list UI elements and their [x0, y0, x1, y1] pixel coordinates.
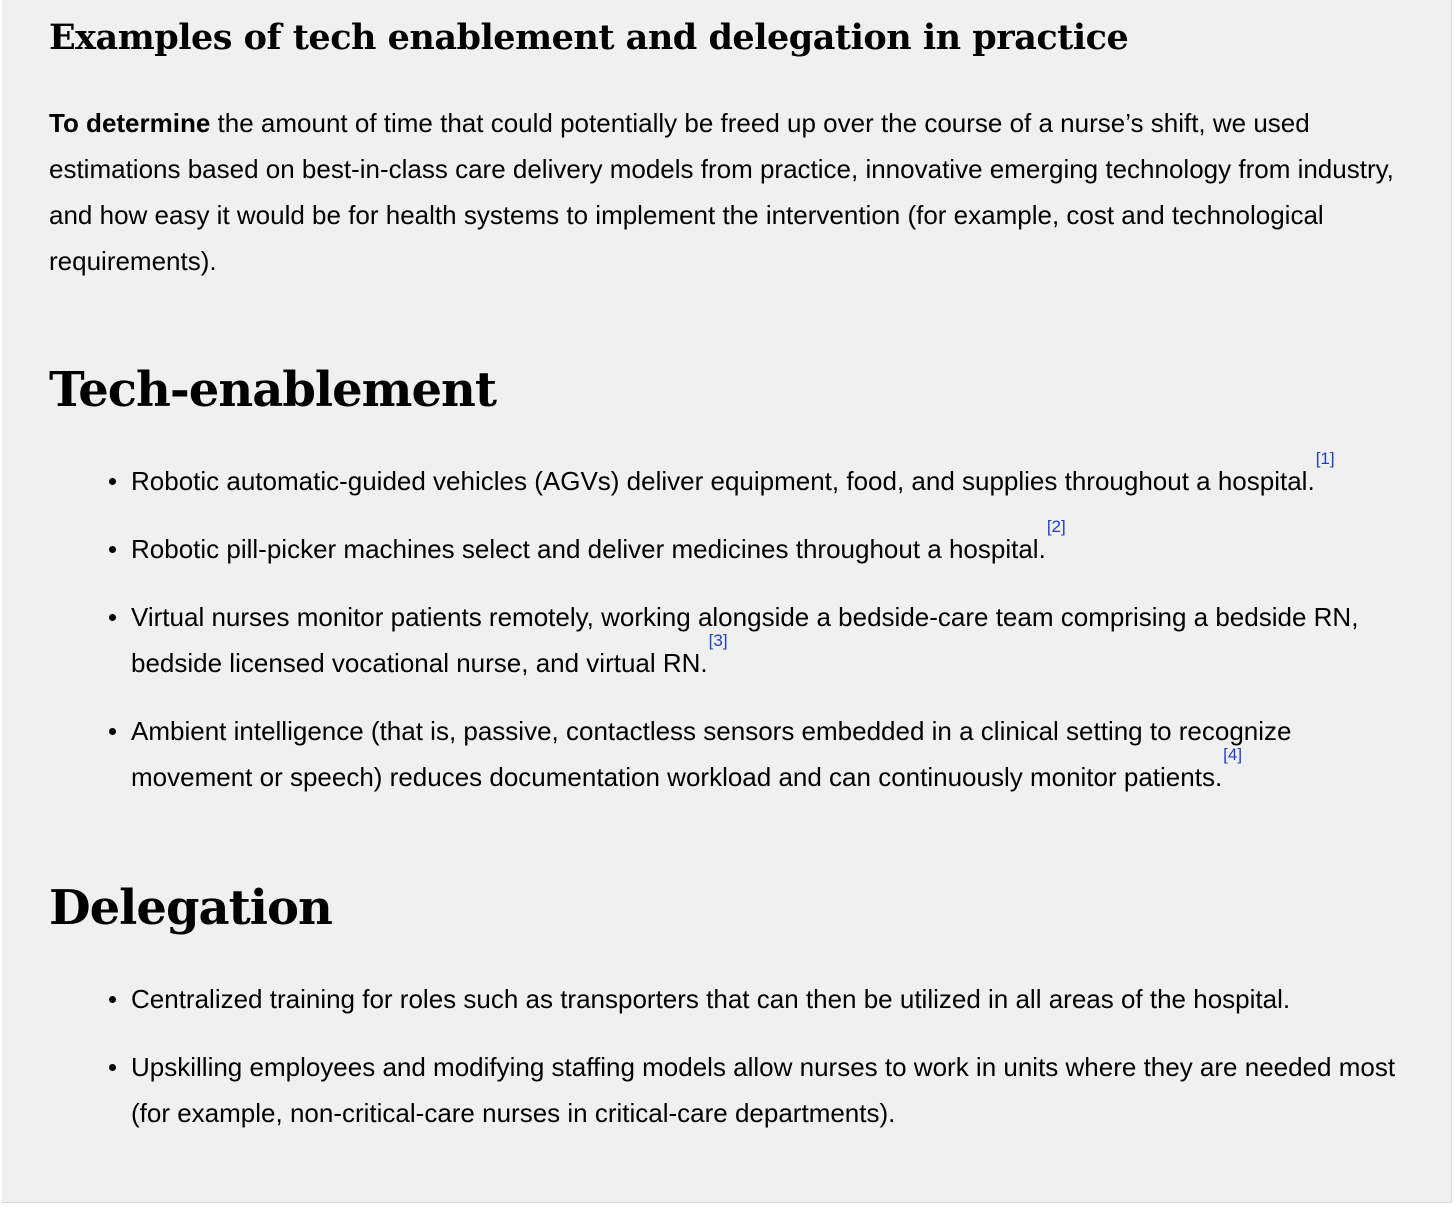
list-item-text: Ambient intelligence (that is, passive, contactless sensors embedded in a clinical setting to recognize movement or speech) reduces documentation workload and can continuously monitor patients.: [131, 716, 1292, 792]
list-item-text: Robotic pill-picker machines select and deliver medicines throughout a hospital.: [131, 534, 1046, 564]
intro-lead: To determine: [49, 108, 211, 138]
tech-enablement-list: [49, 449, 1409, 822]
footnote-link[interactable]: [1]: [1315, 449, 1335, 468]
bullet-icon: [109, 546, 116, 553]
list-item-text: Virtual nurses monitor patients remotely, working alongside a bedside-care team comprising a bedside RN, bedside licensed vocational nurse, and virtual RN.: [131, 602, 1359, 678]
footnote-link[interactable]: [4]: [1223, 745, 1243, 764]
footnote-link[interactable]: [3]: [708, 631, 728, 650]
list-item: [49, 594, 1409, 686]
list-item-text: Upskilling employees and modifying staffing models allow nurses to work in units where they are needed most (for example, non-critical-care nurses in critical-care departments).: [131, 1052, 1396, 1128]
bullet-icon: [109, 1064, 116, 1071]
list-item: [49, 976, 1409, 1022]
bullet-icon: [109, 996, 116, 1003]
section-title: Examples of tech enablement and delegation in practice: [49, 17, 1129, 58]
list-item: [49, 708, 1409, 800]
list-item: [49, 517, 1409, 572]
bullet-icon: [109, 614, 116, 621]
list-item-text: Robotic automatic-guided vehicles (AGVs) deliver equipment, food, and supplies throughout a hospital.: [131, 466, 1315, 496]
intro-body: the amount of time that could potentially be freed up over the course of a nurse’s shift, we used estimations based on best-in-class care delivery models from practice, innovative emerging technology from industry, and how easy it would be for health systems to implement the intervention (for example, cost and technological requirements).: [49, 108, 1394, 276]
list-item: [49, 449, 1409, 504]
list-item-text: Centralized training for roles such as transporters that can then be utilized in all areas of the hospital.: [131, 984, 1291, 1014]
delegation-heading: Delegation: [49, 880, 332, 936]
list-item: [49, 1044, 1409, 1136]
intro-paragraph: [49, 100, 1394, 284]
delegation-list: [49, 976, 1409, 1158]
bullet-icon: [109, 478, 116, 485]
footnote-link[interactable]: [2]: [1046, 517, 1066, 536]
tech-enablement-heading: Tech-enablement: [49, 362, 497, 418]
article-panel: [2, 0, 1452, 1203]
bullet-icon: [109, 728, 116, 735]
